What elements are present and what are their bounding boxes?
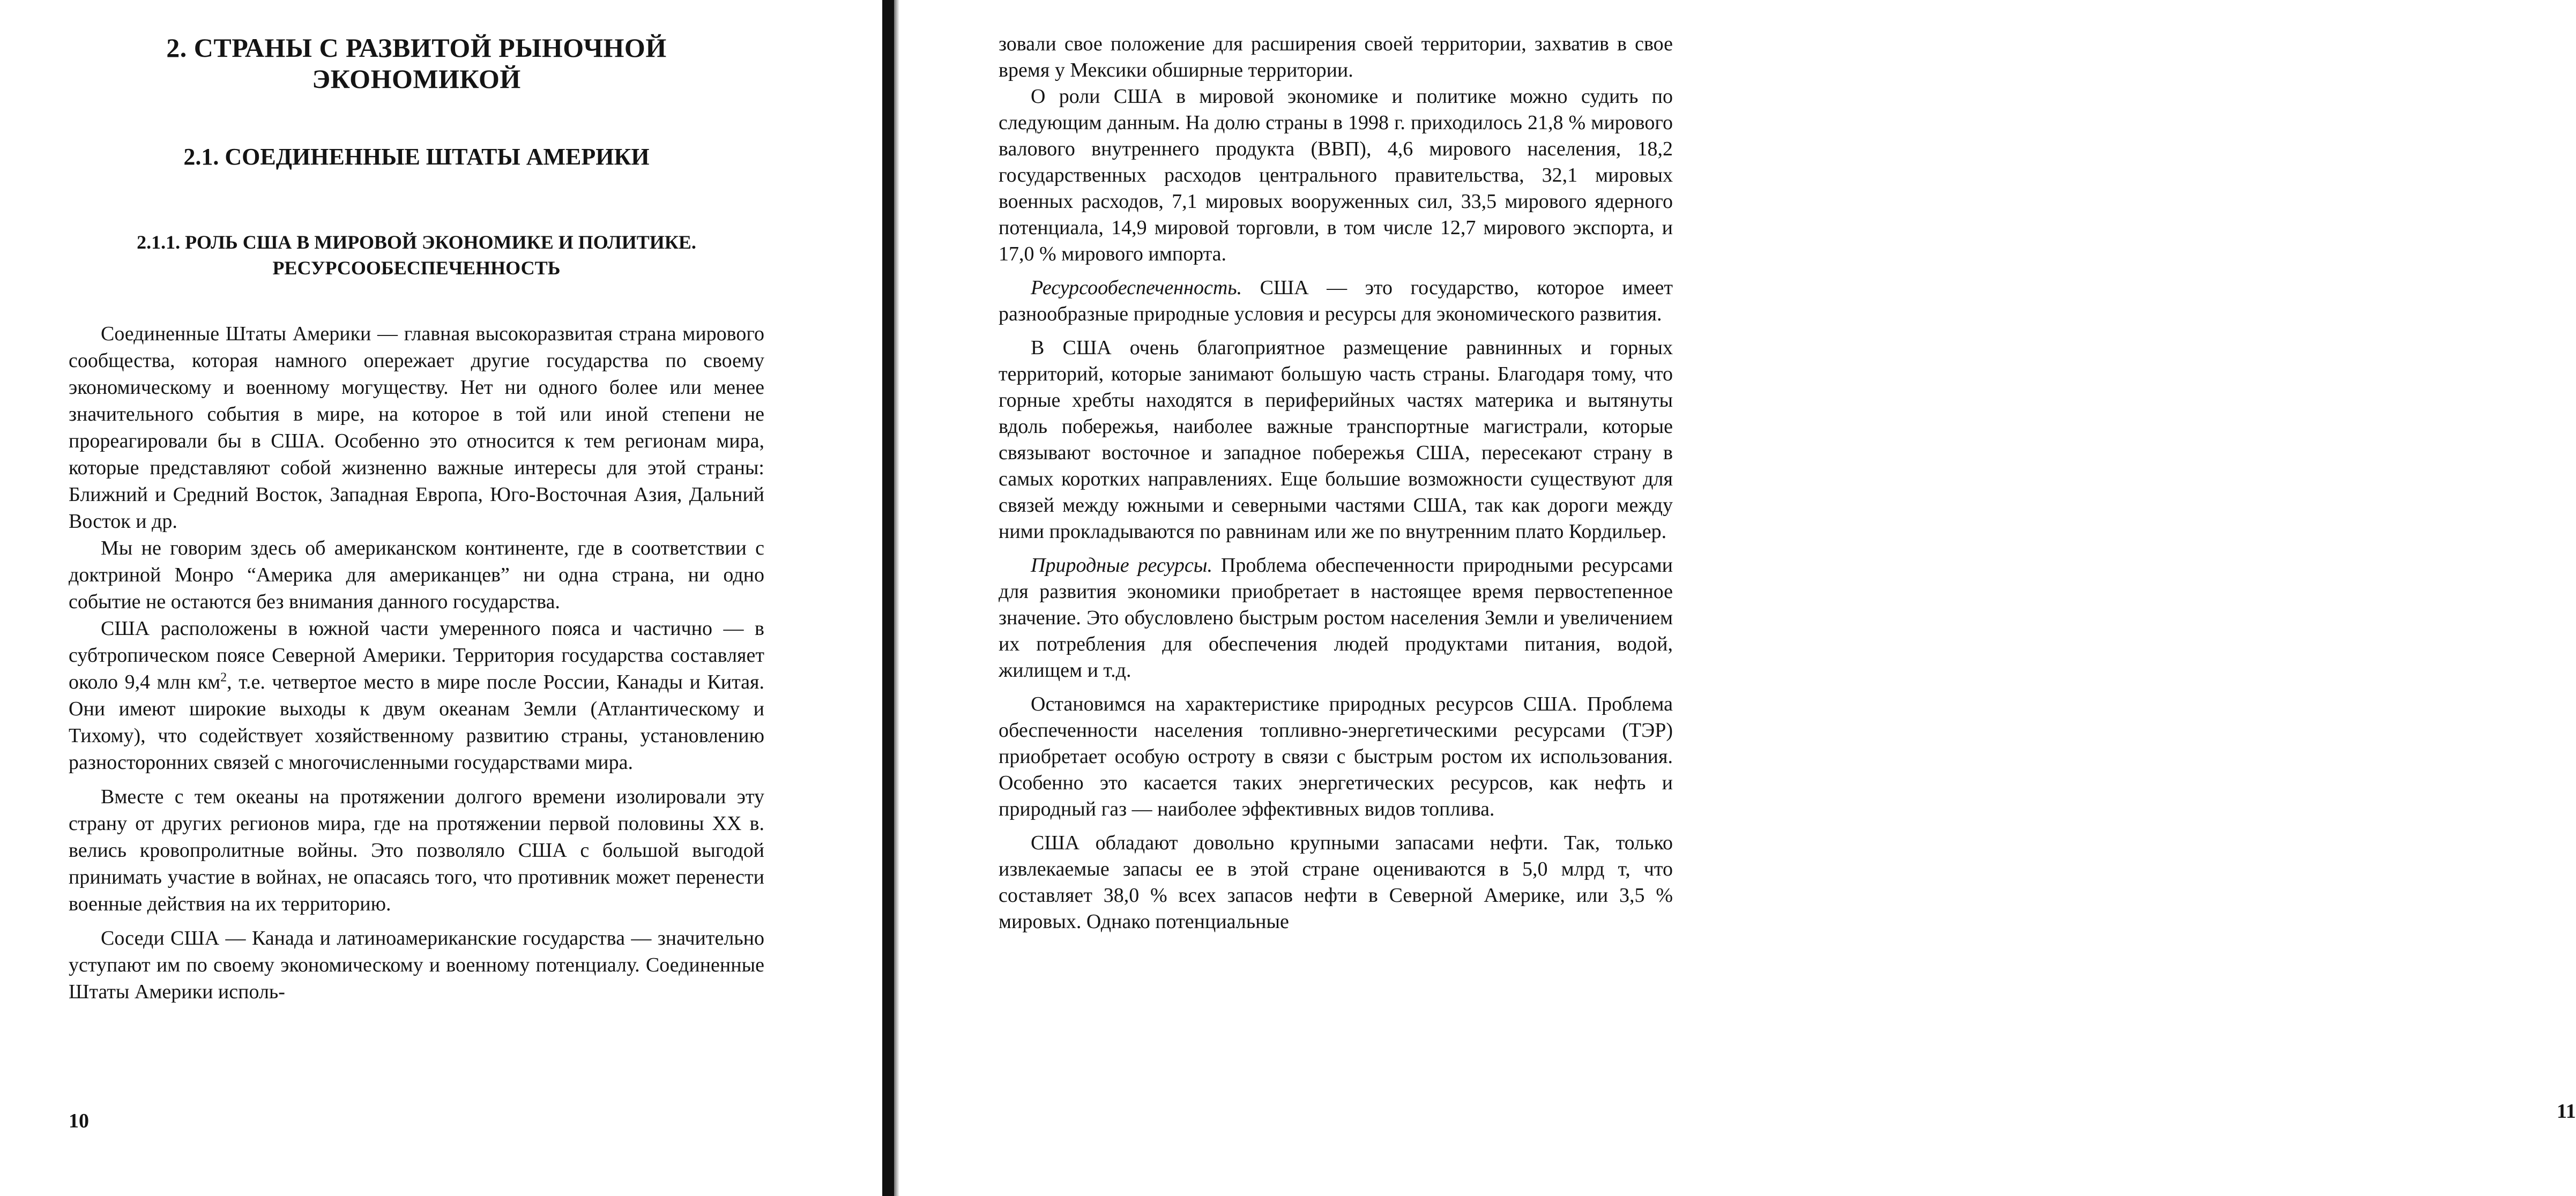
left-body — [69, 320, 764, 1005]
paragraph-plains: В США очень благоприятное размещение равнинных и горных территорий, которые занимают большую часть страны. Благодаря тому, что горные хребты находятся в периферийных частях материка и вытянуты вдоль побережья, наиболее важные транспортные магистрали, которые связывают восточное и западное побережья США, пересекают страну в самых коротких направлениях. Еще большие возможности существуют для связей между южными и северными частями США, так как дороги между ними прокладываются по равнинам или же по внутренним плато Кордильер. — [999, 337, 1673, 543]
section-title: 2.1. СОЕДИНЕННЫЕ ШТАТЫ АМЕРИКИ — [183, 144, 650, 170]
paragraph-natural-resources — [999, 552, 1673, 684]
left-page — [0, 0, 883, 1196]
chapter-title — [69, 32, 764, 94]
chapter-title-line-1: 2. СТРАНЫ С РАЗВИТОЙ РЫНОЧНОЙ — [166, 33, 667, 63]
territory-text-before: США расположены в южной части умеренного пояса и частично — в субтропическом поясе Северной Америки. Территория государства составляет около 9,4 млн км — [69, 617, 764, 693]
subsection-title — [69, 229, 764, 281]
page-number-left: 10 — [69, 1110, 89, 1132]
superscript-2: 2 — [220, 670, 227, 685]
paragraph-oceans: Вместе с тем океаны на протяжении долгого времени изолировали эту страну от других регионов мира, где на протяжении первой половины XX в. велись кровопролитные войны. Это позволяло США с большой выгодой принимать участие в войнах, не опасаясь того, что противник может перенести военные действия на их территорию. — [69, 786, 764, 915]
left-text-column — [69, 32, 764, 1005]
paragraph-territory — [69, 615, 764, 776]
paragraph-oil-reserves: США обладают довольно крупными запасами нефти. Так, только извлекаемые запасы ее в этой стране оцениваются в 5,0 млрд т, что составляет 38,0 % всех запасов нефти в Северной Америке, или 3,5 % мировых. Однако потенциальные — [999, 832, 1673, 933]
resources-text: США — это государство, которое имеет разнообразные природные условия и ресурсы для экономического развития. — [999, 276, 1673, 325]
natural-resources-heading: Природные ресурсы. — [1031, 554, 1212, 577]
resources-heading: Ресурсообеспеченность. — [1031, 276, 1242, 299]
book-gutter — [882, 0, 894, 1196]
subsection-title-line-2: РЕСУРСООБЕСПЕЧЕННОСТЬ — [272, 257, 561, 279]
chapter-title-line-2: ЭКОНОМИКОЙ — [312, 64, 521, 94]
paragraph-monroe-doctrine: Мы не говорим здесь об американском континенте, где в соответствии с доктриной Монро “Америка для американцев” ни одна страна, ни одно событие не остаются без внимания данного государства. — [69, 537, 764, 613]
subsection-title-line-1: 2.1.1. РОЛЬ США В МИРОВОЙ ЭКОНОМИКЕ И ПОЛИТИКЕ. — [137, 231, 696, 253]
territory-text-after: , т.е. четвертое место в мире после России, Канады и Китая. Они имеют широкие выходы к двум океанам Земли (Атлантическому и Тихому), что содействует хозяйственному развитию страны, установлению разносторонних связей с многочисленными государствами мира. — [69, 671, 764, 774]
paragraph-resources — [999, 275, 1673, 327]
paragraph-continuation: зовали свое положение для расширения своей территории, захватив в свое время у Мексики обширные территории. — [999, 33, 1673, 81]
right-text-column — [999, 31, 1673, 935]
paragraph-neighbors: Соседи США — Канада и латиноамериканские государства — значительно уступают им по своему экономическому и военному потенциалу. Соединенные Штаты Америки исполь- — [69, 927, 764, 1003]
page-number-right: 11 — [2557, 1100, 2576, 1123]
natural-resources-text: Проблема обеспеченности природными ресурсами для развития экономики приобретает в настоящее время первостепенное значение. Это обусловлено быстрым ростом населения Земли и увеличением их потребления для обеспечения людей продуктами питания, водой, жилищем и т.д. — [999, 554, 1673, 682]
paragraph-role-data: О роли США в мировой экономике и политике можно судить по следующим данным. На долю страны в 1998 г. приходилось 21,8 % мирового валового внутреннего продукта (ВВП), 4,6 мирового населения, 18,2 государственных расходов центрального правительства, 32,1 мировых военных расходов, 7,1 мировых вооруженных сил, 33,5 мирового ядерного потенциала, 14,9 мировой торговли, в том числе 12,7 мирового экспорта, и 17,0 % мирового импорта. — [999, 85, 1673, 265]
paragraph-fuel-energy: Остановимся на характеристике природных ресурсов США. Проблема обеспеченности населения топливно-энергетическими ресурсами (ТЭР) приобретает особую остроту в связи с быстрым ростом их использования. Особенно это касается таких энергетических ресурсов, как нефть и природный газ — наиболее эффективных видов топлива. — [999, 693, 1673, 820]
right-page — [894, 0, 2576, 1196]
paragraph-usa-intro: Соединенные Штаты Америки — главная высокоразвитая страна мирового сообщества, которая намного опережает другие государства по своему экономическому и военному могуществу. Нет ни одного более или менее значительного события в мире, на которое в той или иной степени не прореагировали бы в США. Особенно это относится к тем регионам мира, которые представляют собой жизненно важные интересы для этой страны: Ближний и Средний Восток, Западная Европа, Юго-Восточная Азия, Дальний Восток и др. — [69, 323, 764, 533]
